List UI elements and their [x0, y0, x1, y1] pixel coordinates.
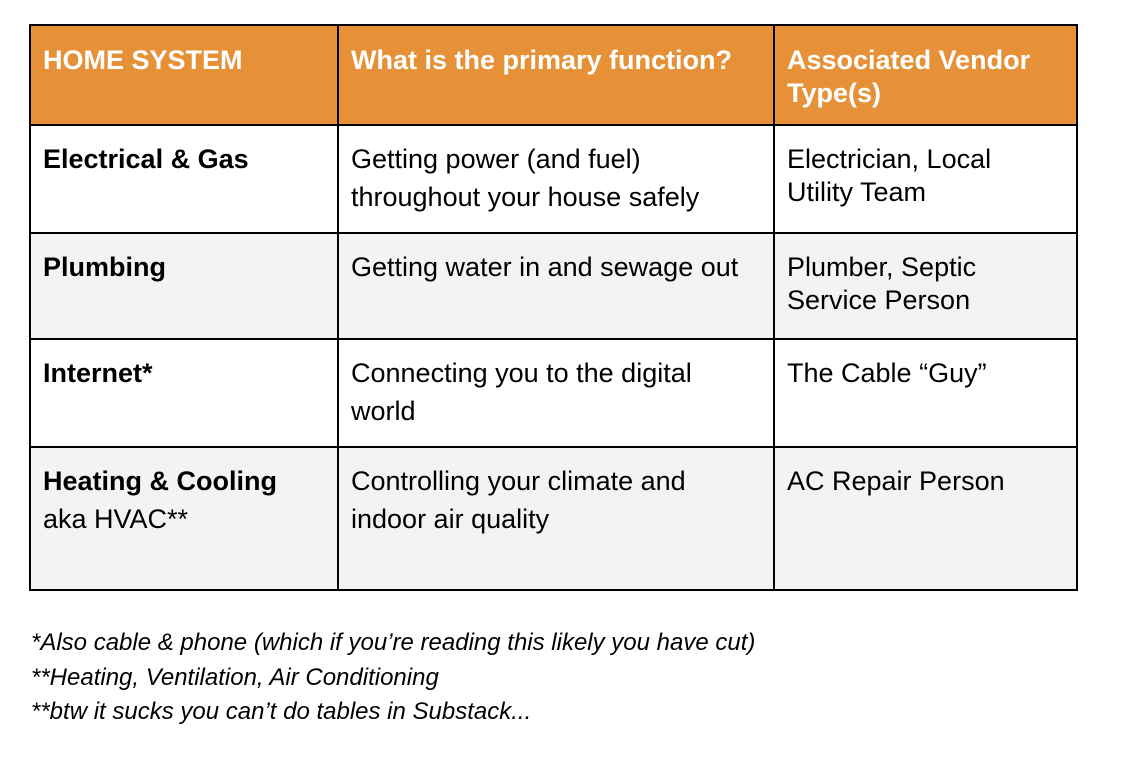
function-cell: Getting water in and sewage out — [338, 233, 774, 339]
vendor-cell: Electrician, Local Utility Team — [774, 125, 1077, 233]
table-row — [30, 233, 1077, 339]
system-cell — [30, 339, 338, 447]
function-cell: Getting power (and fuel) throughout your house safely — [338, 125, 774, 233]
header-home-system: HOME SYSTEM — [30, 25, 338, 125]
footnotes — [31, 626, 755, 730]
table-row — [30, 339, 1077, 447]
vendor-cell: AC Repair Person — [774, 447, 1077, 590]
header-primary-function: What is the primary function? — [338, 25, 774, 125]
footnote-internet: *Also cable & phone (which if you’re reading this likely you have cut) — [31, 629, 756, 656]
footnote-hvac: **Heating, Ventilation, Air Conditioning — [31, 663, 439, 691]
table-row — [30, 447, 1077, 590]
system-name: Plumbing — [43, 252, 166, 282]
home-systems-table — [29, 24, 1078, 591]
system-cell — [30, 233, 338, 339]
vendor-cell: The Cable “Guy” — [774, 339, 1077, 447]
system-note: aka HVAC** — [43, 504, 189, 534]
function-cell: Connecting you to the digital world — [338, 339, 774, 447]
table-header-row — [30, 25, 1077, 125]
table-row — [30, 125, 1077, 233]
system-name: Electrical & Gas — [43, 144, 249, 174]
system-name: Internet* — [43, 358, 153, 388]
vendor-cell: Plumber, Septic Service Person — [774, 233, 1077, 339]
system-name: Heating & Cooling — [43, 466, 277, 496]
footnote-substack: **btw it sucks you can’t do tables in Substack... — [31, 698, 532, 725]
system-cell — [30, 125, 338, 233]
function-cell: Controlling your climate and indoor air quality — [338, 447, 774, 590]
header-vendor-types: Associated Vendor Type(s) — [774, 25, 1077, 125]
system-cell — [30, 447, 338, 590]
